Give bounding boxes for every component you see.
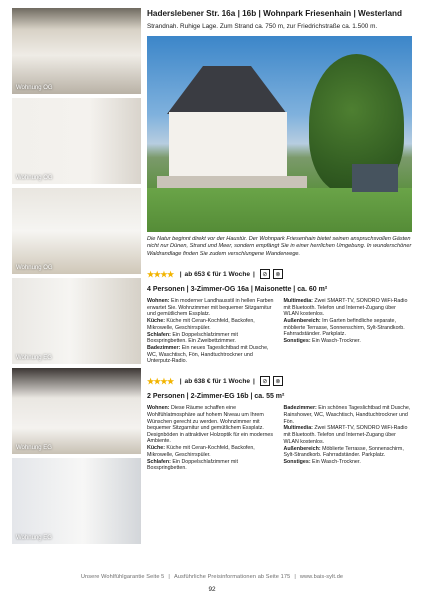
page-title: Haderslebener Str. 16a | 16b | Wohnpark Friesenhain | Westerland — [147, 9, 403, 18]
hero-photo-house — [147, 36, 412, 232]
desc-kitchen: Küche: Küche mit Ceran-Kochfeld, Backofen, Mikrowelle, Geschirrspüler. — [147, 445, 255, 458]
desc-living: Wohnen: Diese Räume schaffen eine Wohlfühlatmosphäre auf hohem Niveau um Ihrem Wünschen gerecht zu werden. Wohnzimmer mit bequemer Sitzgarnitur und gemütlichem Essplatz. Designböden in attraktiver Holzoptik für ein modernes Ambiente. — [147, 405, 274, 445]
description-right — [284, 298, 413, 365]
no-smoking-icon: ⊗ — [273, 376, 283, 386]
lawn — [147, 188, 412, 232]
desc-other: Sonstiges: Ein Wasch-Trockner. — [283, 338, 361, 345]
photo-caption: Wohnung OG — [16, 85, 53, 91]
price: ab 638 € für 1 Woche — [184, 377, 251, 385]
apartment-description — [147, 405, 412, 472]
house-roof — [167, 66, 287, 114]
desc-outdoor: Außenbereich: Möblierte Terrasse, Sonnenschirm, Sylt-Strandkorb. Fahrradständer. Parkplatz. — [283, 445, 404, 459]
photo-caption: Wohnung OG — [16, 265, 53, 271]
footer-website-link[interactable]: www.bais-sylt.de — [299, 574, 344, 580]
photo-caption: Wohnung OG — [16, 175, 53, 181]
photo-living-room-og — [12, 8, 141, 94]
apartment-eg — [147, 376, 412, 472]
desc-kitchen: Küche: Küche mit Ceran-Kochfeld, Backofen, Mikrowelle, Geschirrspüler. — [147, 318, 255, 331]
photo-caption: Wohnung EG — [16, 535, 52, 541]
photo-kitchen-eg — [12, 368, 141, 454]
desc-living: Wohnen: Ein moderner Landhausstil in hellen Farben erwartet Sie. Wohnzimmer mit bequemer Sitzgarnitur und gemütlichem Essplatz. — [147, 298, 274, 318]
no-smoking-icon: ⊗ — [273, 269, 283, 279]
photo-living-room-eg — [12, 278, 141, 364]
desc-multimedia: Multimedia: Zwei SMART-TV, SONORO WiFi-Radio mit Bluetooth. Telefon und Internet-Zugang über WLAN kostenlos. — [283, 425, 408, 445]
desc-sleeping: Schlafen: Ein Doppelschlafzimmer mit Boxspringbetten. — [147, 458, 238, 472]
rating-line: ★★★★ | ab 653 € für 1 Woche | ⊘ ⊗ — [147, 269, 412, 279]
desc-bathroom: Badezimmer: Ein schönes Tageslichtbad mit Dusche, Rainshower, WC, Waschtisch, Handtuchtrockner und Fön. — [283, 405, 411, 425]
desc-multimedia: Multimedia: Zwei SMART-TV, SONORO WiFi-Radio mit Bluetooth. Telefon und Internet-Zugang über WLAN kostenlos. — [283, 298, 408, 318]
house-wall — [169, 112, 287, 176]
description-left — [147, 405, 276, 472]
desc-other: Sonstiges: Ein Wasch-Trockner. — [283, 458, 361, 465]
footer-guarantee: Unsere Wohlfühlgarantie Seite 5 — [80, 574, 165, 580]
desc-bathroom: Badezimmer: Ein neues Tageslichtbad mit Dusche, WC, Waschtisch, Fön, Handtuchtrockner und Unterputz-Radio. — [147, 345, 269, 365]
photo-bathroom-og — [12, 188, 141, 274]
photo-caption: Wohnung EG — [16, 445, 52, 451]
desc-outdoor: Außenbereich: Im Garten befindliche separate, möblierte Terrasse, Sonnenschirm, Sylt-Strandkorb. Fahrradständer. Parkplatz. — [283, 318, 405, 338]
footer: Unsere Wohlfühlgarantie Seite 5 | Ausführliche Preisinformationen ab Seite 175 | www.bais-sylt.de — [80, 574, 344, 580]
page-subtitle: Strandnah. Ruhige Lage. Zum Strand ca. 750 m, zur Friedrichstraße ca. 1.500 m. — [147, 23, 378, 30]
apartment-heading: 4 Personen | 3-Zimmer-OG 16a | Maisonette | ca. 60 m² — [147, 286, 328, 294]
description-right — [284, 405, 413, 472]
intro-text: Die Natur beginnt direkt vor der Haustür. Der Wohnpark Friesenhain bietet seinen anspruchsvollen Gästen nicht nur Dünen, Strand und Meer, sondern empfängt Sie in einer herrlichen Umgebung. In wunderschöner Waldrandlage finden Sie zudem verschlungene Wanderwege. — [147, 236, 412, 257]
photo-column — [12, 8, 141, 548]
photo-bathroom-eg — [12, 458, 141, 544]
star-rating: ★★★★ — [147, 376, 174, 386]
main-content — [147, 8, 412, 472]
garden-shed — [352, 164, 398, 192]
desc-sleeping: Schlafen: Ein Doppelschlafzimmer mit Boxspringbetten. Ein Zweibettzimmer. — [147, 331, 238, 345]
price: ab 653 € für 1 Woche — [184, 270, 251, 278]
photo-caption: Wohnung EG — [16, 355, 52, 361]
page-number: 92 — [208, 586, 216, 593]
rating-line: ★★★★ | ab 638 € für 1 Woche | ⊘ ⊗ — [147, 376, 412, 386]
apartment-description — [147, 298, 412, 365]
description-left — [147, 298, 276, 365]
photo-bedroom-og — [12, 98, 141, 184]
no-pets-icon: ⊘ — [260, 269, 270, 279]
apartment-heading: 2 Personen | 2-Zimmer-EG 16b | ca. 55 m² — [147, 393, 285, 401]
footer-price-info: Ausführliche Preisinformationen ab Seite 175 — [173, 574, 291, 580]
apartment-og — [147, 269, 412, 365]
no-pets-icon: ⊘ — [260, 376, 270, 386]
star-rating: ★★★★ — [147, 269, 174, 279]
